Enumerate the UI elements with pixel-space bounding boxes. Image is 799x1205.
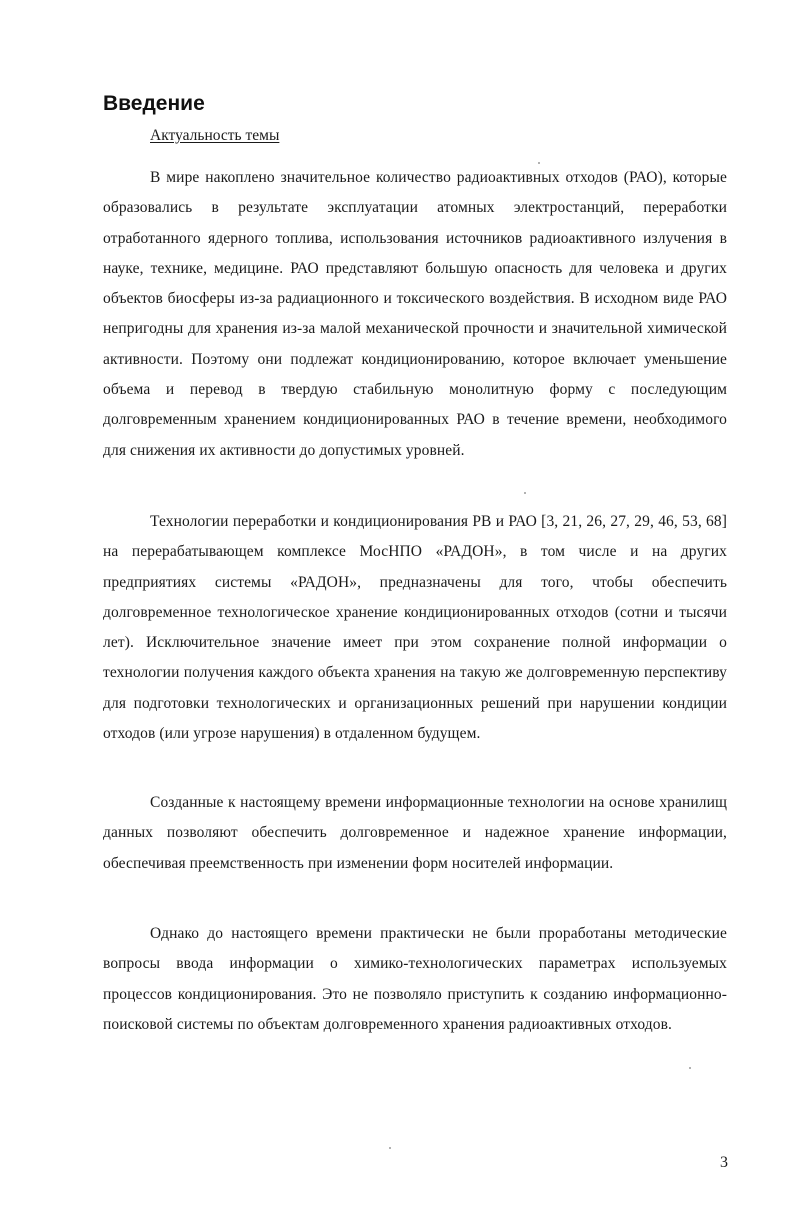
subsection-heading: Актуальность темы — [150, 127, 280, 144]
scan-speck — [538, 162, 540, 164]
section-heading: Введение — [103, 92, 205, 115]
paragraph-3: Созданные к настоящему времени информационные технологии на основе хранилищ данных позволяют обеспечить долговременное и надежное хранение информации, обеспечивая преемственность при изменении форм носителей информации. — [103, 794, 727, 872]
page-number: 3 — [720, 1154, 728, 1171]
scan-speck — [524, 492, 526, 494]
paragraph-1: В мире накоплено значительное количество радиоактивных отходов (РАО), которые образовались в результате эксплуатации атомных электростанций, переработки отработанного ядерного топлива, использования источников радиоактивного излучения в науке, технике, медицине. РАО представляют большую опасность для человека и других объектов биосферы из-за радиационного и токсического воздействия. В исходном виде РАО непригодны для хранения из-за малой механической прочности и значительной химической активности. Поэтому они подлежат кондиционированию, которое включает уменьшение объема и перевод в твердую стабильную монолитную форму с последующим долговременным хранением кондиционированных РАО в течение времени, необходимого для снижения их активности до допустимых уровней. — [103, 169, 727, 459]
scan-speck — [689, 1067, 691, 1069]
paragraph-2: Технологии переработки и кондиционирования РВ и РАО [3, 21, 26, 27, 29, 46, 53, 68] на перерабатывающем комплексе МосНПО «РАДОН», в том числе и на других предприятиях системы «РАДОН», предназначены для того, чтобы обеспечить долговременное технологическое хранение кондиционированных отходов (сотни и тысячи лет). Исключительное значение имеет при этом сохранение полной информации о технологии получения каждого объекта хранения на такую же долговременную перспективу для подготовки технологических и организационных решений при нарушении кондиции отходов (или угрозе нарушения) в отдаленном будущем. — [103, 513, 727, 743]
scan-speck — [389, 1147, 391, 1149]
paragraph-4: Однако до настоящего времени практически не были проработаны методические вопросы ввода информации о химико-технологических параметрах используемых процессов кондиционирования. Это не позволяло приступить к созданию информационно-поисковой системы по объектам долговременного хранения радиоактивных отходов. — [103, 925, 727, 1033]
